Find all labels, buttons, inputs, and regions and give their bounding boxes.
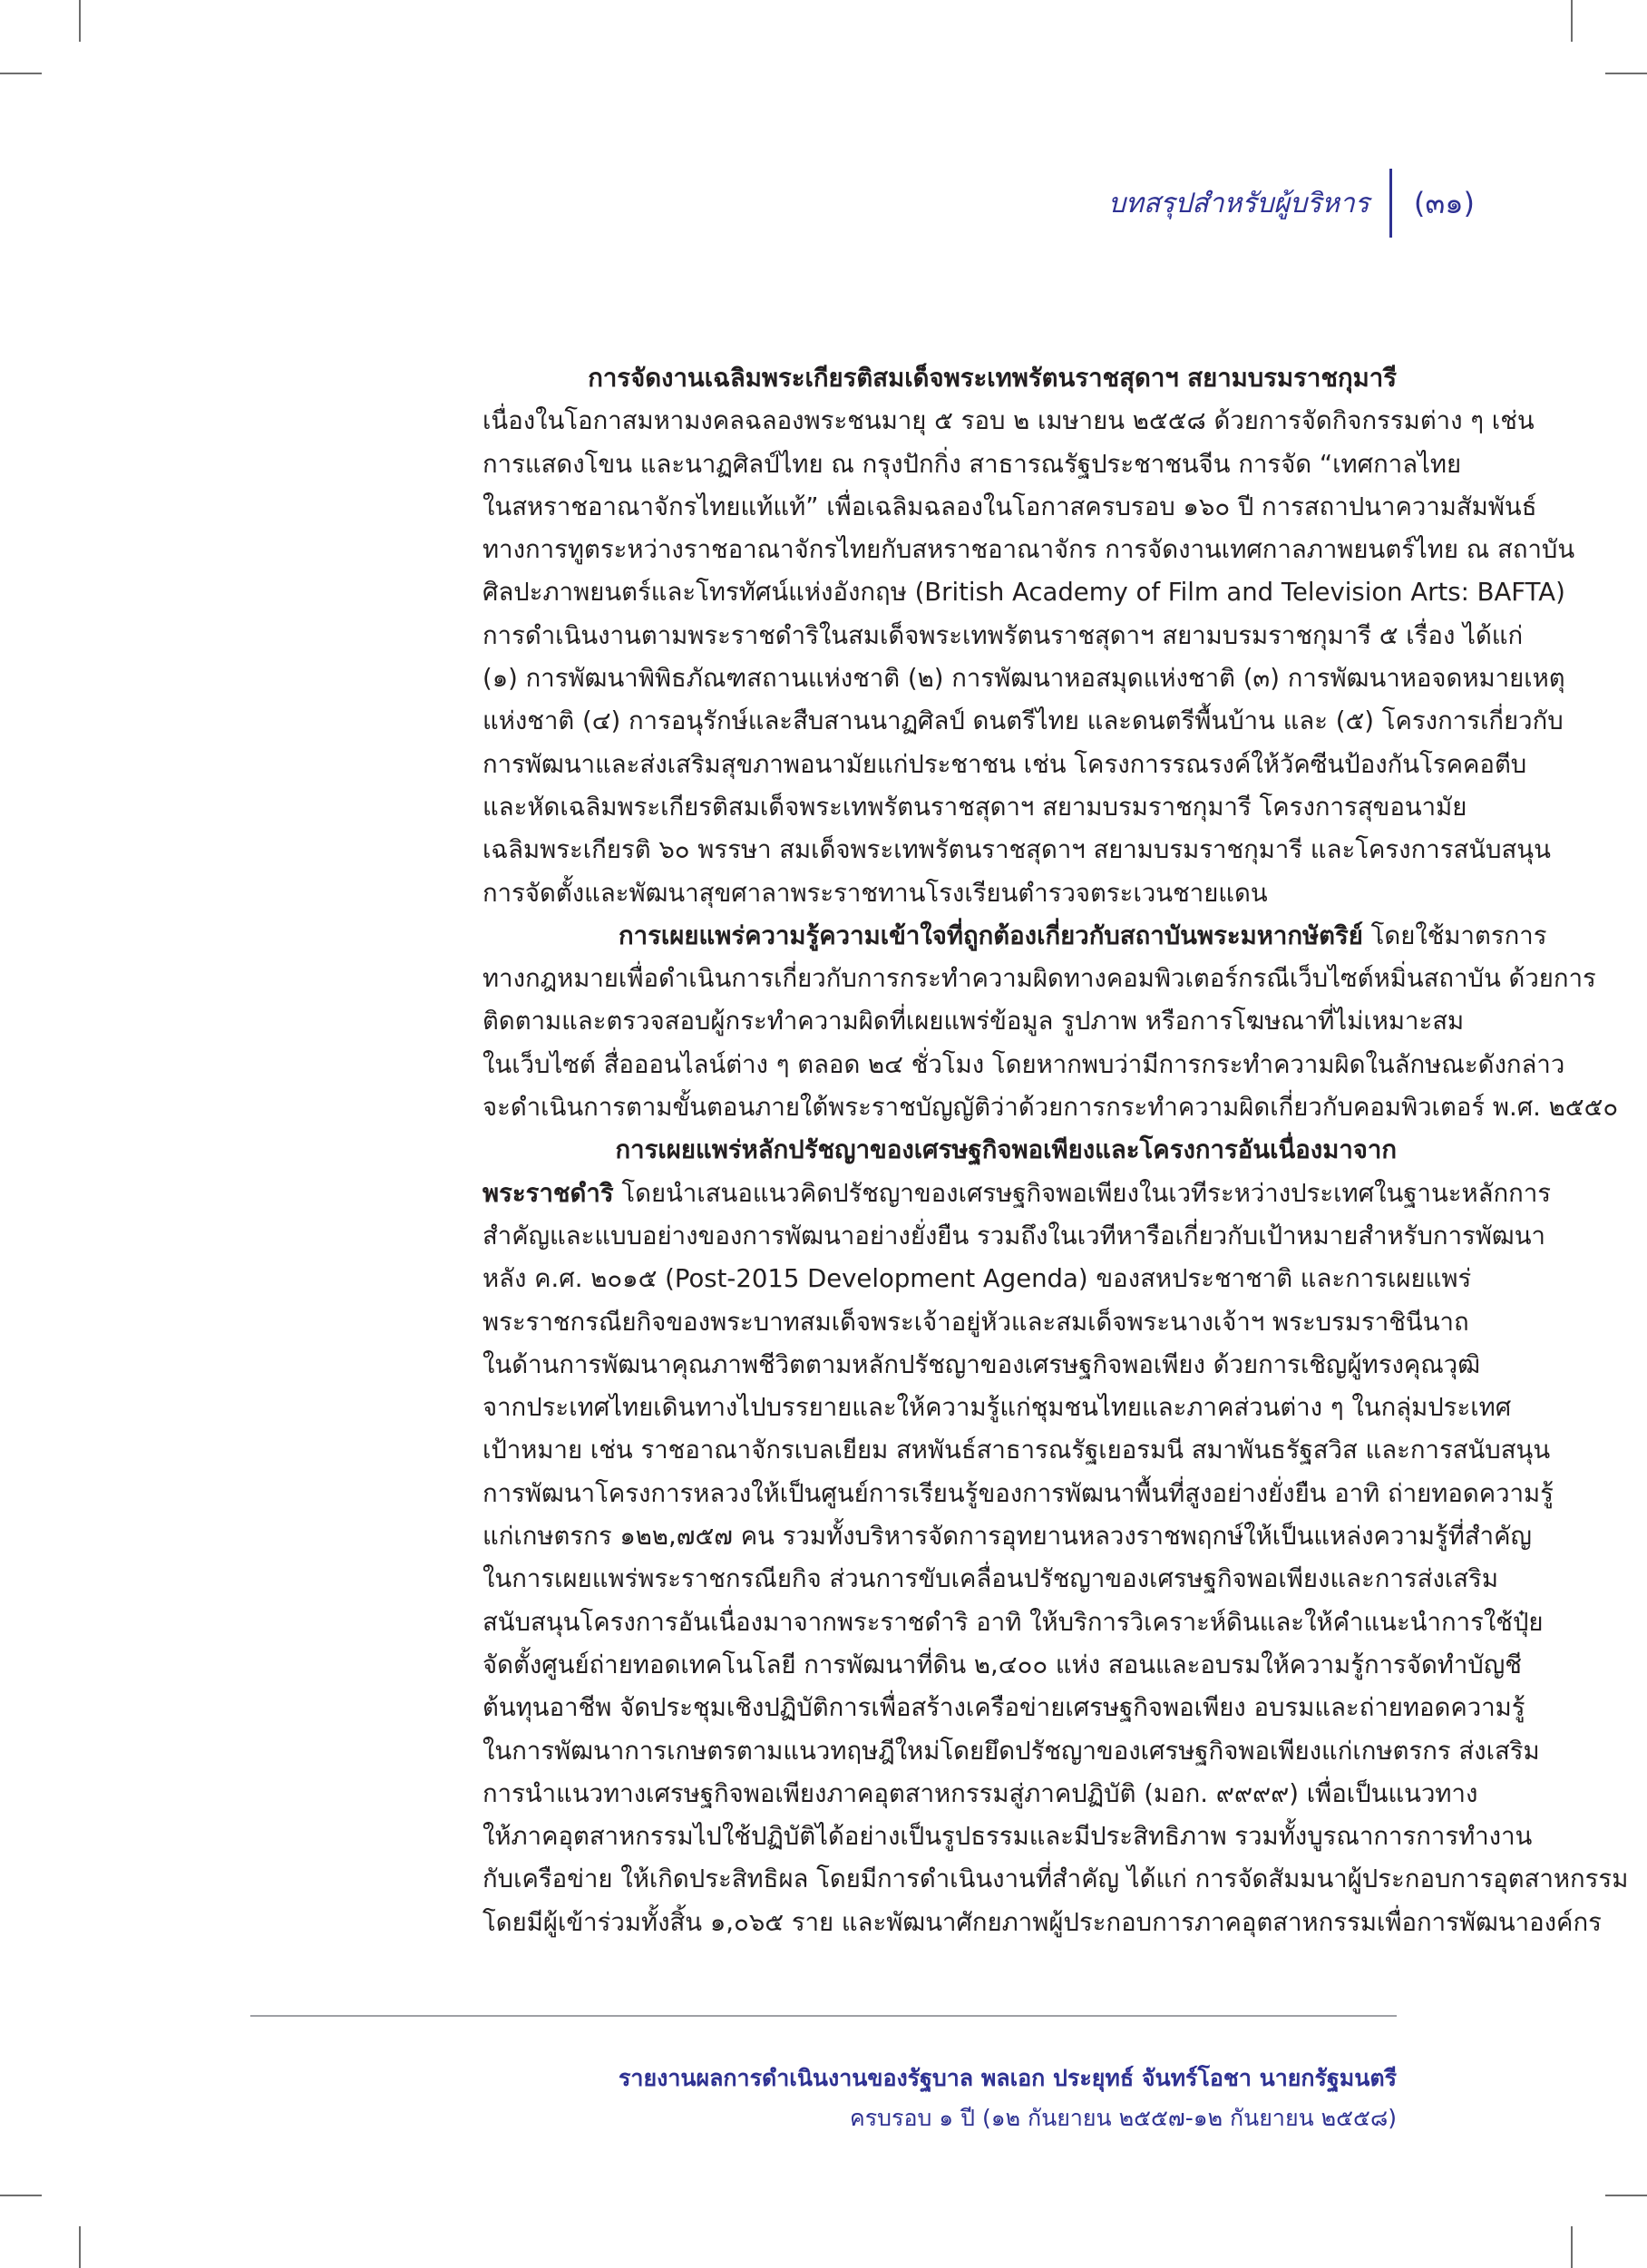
footer [619, 2059, 1397, 2138]
text-line: ทางกฎหมายเพื่อดำเนินการเกี่ยวกับการกระทำความผิดทางคอมพิวเตอร์กรณีเว็บไซต์หมิ่นสถาบัน ด้วยการ [482, 964, 1596, 994]
bold-lead: การเผยแพร่ความรู้ความเข้าใจที่ถูกต้องเกี่ยวกับสถาบันพระมหากษัตริย์ [619, 920, 1363, 950]
text-line: จัดตั้งศูนย์ถ่ายทอดเทคโนโลยี การพัฒนาที่ดิน ๒,๔๐๐ แห่ง สอนและอบรมให้ความรู้การจัดทำบัญชี [482, 1650, 1522, 1679]
crop-mark [0, 73, 42, 74]
bold-lead: พระราชดำริ [482, 1178, 614, 1208]
text-line: เนื่องในโอกาสมหามงคลฉลองพระชนมายุ ๕ รอบ ๒ เมษายน ๒๕๕๘ ด้วยการจัดกิจกรรมต่าง ๆ เช่น [482, 406, 1535, 436]
section-title: บทสรุปสำหรับผู้บริหาร [1108, 187, 1369, 219]
text-line: การแสดงโขน และนาฏศิลป์ไทย ณ กรุงปักกิ่ง สาธารณรัฐประชาชนจีน การจัด “เทศกาลไทย [482, 449, 1462, 479]
crop-mark [79, 0, 81, 42]
text-line: การเผยแพร่ความรู้ความเข้าใจที่ถูกต้องเกี่ยวกับสถาบันพระมหากษัตริย์ โดยใช้มาตรการ [619, 920, 1547, 950]
text-line: ศิลปะภาพยนตร์และโทรทัศน์แห่งอังกฤษ (British Academy of Film and Television Arts: BAFTA) [482, 578, 1565, 608]
text-line: กับเครือข่าย ให้เกิดประสิทธิผล โดยมีการดำเนินงานที่สำคัญ ได้แก่ การจัดสัมมนาผู้ประกอบการอุตสาหกรรม [482, 1864, 1629, 1894]
text-line: การพัฒนาโครงการหลวงให้เป็นศูนย์การเรียนรู้ของการพัฒนาพื้นที่สูงอย่างยั่งยืน อาทิ ถ่ายทอดความรู้ [482, 1478, 1554, 1508]
text-line: ในเว็บไซต์ สื่อออนไลน์ต่าง ๆ ตลอด ๒๔ ชั่วโมง โดยหากพบว่ามีการกระทำความผิดในลักษณะดังกล่าว [482, 1049, 1565, 1079]
body-text [482, 357, 1629, 1944]
crop-mark [1571, 0, 1573, 42]
crop-mark [0, 2195, 42, 2196]
crop-mark [79, 2226, 81, 2268]
text-line: ในด้านการพัฒนาคุณภาพชีวิตตามหลักปรัชญาของเศรษฐกิจพอเพียง ด้วยการเชิญผู้ทรงคุณวุฒิ [482, 1349, 1481, 1379]
page-number: (๓๑) [1413, 185, 1475, 220]
crop-mark [1571, 2226, 1573, 2268]
running-header [1108, 169, 1475, 238]
text-line: การดำเนินงานตามพระราชดำริในสมเด็จพระเทพรัตนราชสุดาฯ สยามบรมราชกุมารี ๕ เรื่อง ได้แก่ [482, 620, 1524, 650]
text-line: การนำแนวทางเศรษฐกิจพอเพียงภาคอุตสาหกรรมสู่ภาคปฏิบัติ (มอก. ๙๙๙๙) เพื่อเป็นแนวทาง [482, 1778, 1478, 1808]
text-line: (๑) การพัฒนาพิพิธภัณฑสถานแห่งชาติ (๒) การพัฒนาหอสมุดแห่งชาติ (๓) การพัฒนาหอจดหมายเหตุ [482, 664, 1565, 694]
text-line: แห่งชาติ (๔) การอนุรักษ์และสืบสานนาฏศิลป์ ดนตรีไทย และดนตรีพื้นบ้าน และ (๕) โครงการเกี่ยวกับ [482, 706, 1564, 736]
crop-mark [1605, 2195, 1647, 2196]
text-line: โดยมีผู้เข้าร่วมทั้งสิ้น ๑,๐๖๕ ราย และพัฒนาศักยภาพผู้ประกอบการภาคอุตสาหกรรมเพื่อการพัฒนาองค์กร [482, 1907, 1602, 1937]
text-line: เฉลิมพระเกียรติ ๖๐ พรรษา สมเด็จพระเทพรัตนราชสุดาฯ สยามบรมราชกุมารี และโครงการสนับสนุน [482, 835, 1551, 865]
footer-rule [250, 2015, 1397, 2017]
text-line: ในการพัฒนาการเกษตรตามแนวทฤษฎีใหม่โดยยึดปรัชญาของเศรษฐกิจพอเพียงแก่เกษตรกร ส่งเสริม [482, 1736, 1540, 1766]
text-line: และหัดเฉลิมพระเกียรติสมเด็จพระเทพรัตนราชสุดาฯ สยามบรมราชกุมารี โครงการสุขอนามัย [482, 792, 1467, 822]
crop-mark [1605, 73, 1647, 74]
text-line: สนับสนุนโครงการอันเนื่องมาจากพระราชดำริ อาทิ ให้บริการวิเคราะห์ดินและให้คำแนะนำการใช้ปุ๋ย [482, 1607, 1544, 1637]
text-line: พระราชกรณียกิจของพระบาทสมเด็จพระเจ้าอยู่หัวและสมเด็จพระนางเจ้าฯ พระบรมราชินีนาถ [482, 1307, 1469, 1337]
text-line: การพัฒนาและส่งเสริมสุขภาพอนามัยแก่ประชาชน เช่น โครงการรณรงค์ให้วัคซีนป้องกันโรคคอตีบ [482, 749, 1527, 779]
text-line: ทางการทูตระหว่างราชอาณาจักรไทยกับสหราชอาณาจักร การจัดงานเทศกาลภาพยนตร์ไทย ณ สถาบัน [482, 535, 1575, 565]
text-line: ในการเผยแพร่พระราชกรณียกิจ ส่วนการขับเคลื่อนปรัชญาของเศรษฐกิจพอเพียงและการส่งเสริม [482, 1564, 1498, 1594]
footer-period: ครบรอบ ๑ ปี (๑๒ กันยายน ๒๕๕๗-๑๒ กันยายน ๒๕๕๘) [850, 2105, 1397, 2131]
text-line: จากประเทศไทยเดินทางไปบรรยายและให้ความรู้แก่ชุมชนไทยและภาคส่วนต่าง ๆ ในกลุ่มประเทศ [482, 1393, 1512, 1423]
text-line: ต้นทุนอาชีพ จัดประชุมเชิงปฏิบัติการเพื่อสร้างเครือข่ายเศรษฐกิจพอเพียง อบรมและถ่ายทอดความรู้ [482, 1693, 1525, 1723]
text-line: แก่เกษตรกร ๑๒๒,๗๕๗ คน รวมทั้งบริหารจัดการอุทยานหลวงราชพฤกษ์ให้เป็นแหล่งความรู้ที่สำคัญ [482, 1522, 1532, 1552]
text-line: ติดตามและตรวจสอบผู้กระทำความผิดที่เผยแพร่ข้อมูล รูปภาพ หรือการโฆษณาที่ไม่เหมาะสม [482, 1007, 1465, 1037]
section-heading: การเผยแพร่หลักปรัชญาของเศรษฐกิจพอเพียงและโครงการอันเนื่องมาจาก [615, 1135, 1397, 1165]
text-line: การจัดตั้งและพัฒนาสุขศาลาพระราชทานโรงเรียนตำรวจตระเวนชายแดน [482, 878, 1268, 908]
text-line: ในสหราชอาณาจักรไทยแท้แท้” เพื่อเฉลิมฉลองในโอกาสครบรอบ ๑๖๐ ปี การสถาปนาความสัมพันธ์ [482, 492, 1537, 521]
footer-report-title: รายงานผลการดำเนินงานของรัฐบาล พลเอก ประยุทธ์ จันทร์โอชา นายกรัฐมนตรี [619, 2065, 1397, 2091]
text-line: หลัง ค.ศ. ๒๐๑๕ (Post-2015 Development Agenda) ของสหประชาชาติ และการเผยแพร่ [482, 1264, 1472, 1294]
text-line: จะดำเนินการตามขั้นตอนภายใต้พระราชบัญญัติว่าด้วยการกระทำความผิดเกี่ยวกับคอมพิวเตอร์ พ.ศ. ๒๕๕๐ [482, 1093, 1619, 1123]
section-heading: การจัดงานเฉลิมพระเกียรติสมเด็จพระเทพรัตนราชสุดาฯ สยามบรมราชกุมารี [588, 364, 1397, 393]
text-line: สำคัญและแบบอย่างของการพัฒนาอย่างยั่งยืน รวมถึงในเวทีหารือเกี่ยวกับเป้าหมายสำหรับการพัฒนา [482, 1221, 1545, 1251]
text-line: พระราชดำริ โดยนำเสนอแนวคิดปรัชญาของเศรษฐกิจพอเพียงในเวทีระหว่างประเทศในฐานะหลักการ [482, 1178, 1552, 1208]
text-line: ให้ภาคอุตสาหกรรมไปใช้ปฏิบัติได้อย่างเป็นรูปธรรมและมีประสิทธิภาพ รวมทั้งบูรณาการการทำงาน [482, 1822, 1533, 1852]
text-line: เป้าหมาย เช่น ราชอาณาจักรเบลเยียม สหพันธ์สาธารณรัฐเยอรมนี สมาพันธรัฐสวิส และการสนับสนุน [482, 1436, 1551, 1465]
